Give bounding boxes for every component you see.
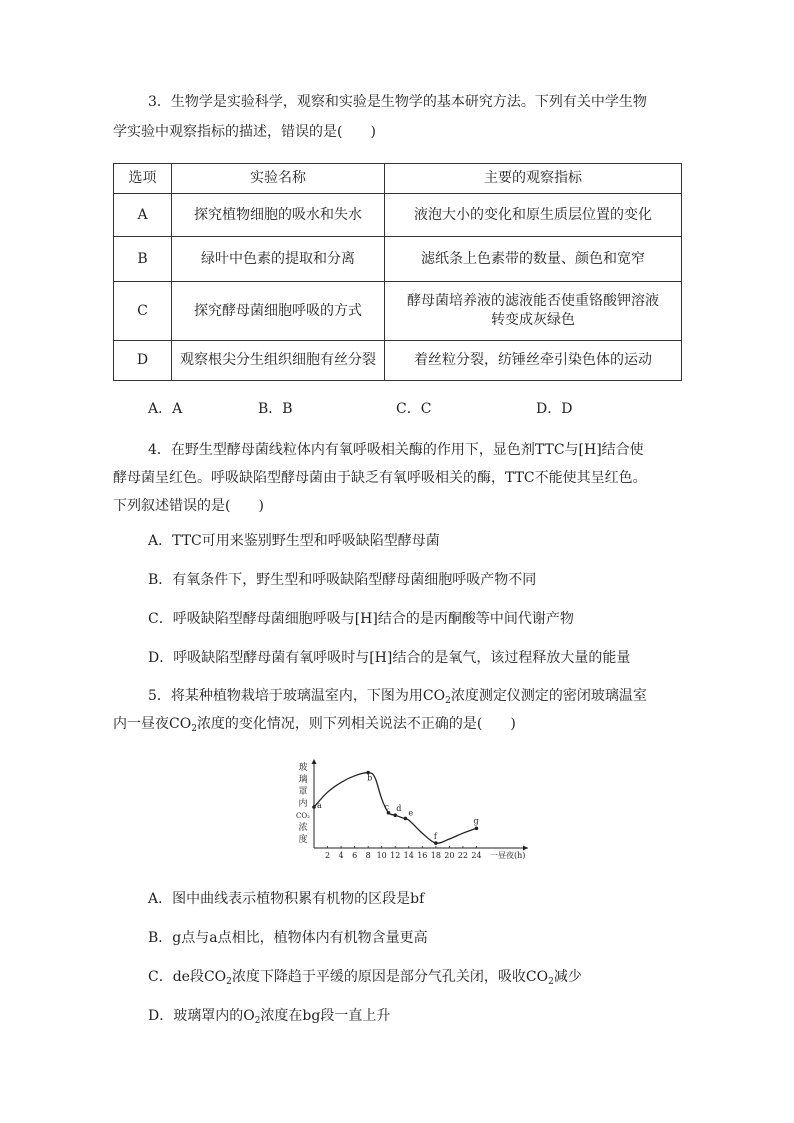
q5-option-c-part3: 减少 <box>553 969 582 985</box>
table-cell-indicator <box>385 194 682 237</box>
x-tick-label: 22 <box>457 851 469 860</box>
q5-option-c[interactable] <box>148 967 582 987</box>
q5-stem-line1 <box>148 686 647 706</box>
point-label-d: d <box>396 804 402 814</box>
point-label-e: e <box>408 808 414 818</box>
q3-option-c[interactable]: C．C <box>396 401 432 417</box>
q5-stem-line2 <box>113 714 516 734</box>
x-tick-label: 8 <box>365 851 371 860</box>
o2-subscript: 2 <box>254 1016 261 1026</box>
x-tick-label: 2 <box>324 851 331 860</box>
table-cell-experiment: 探究酵母菌细胞呼吸的方式 <box>172 282 385 341</box>
q4-stem-line3: 下列叙述错误的是( ) <box>113 498 264 514</box>
x-tick-label: 10 <box>376 851 387 860</box>
table-row <box>114 341 682 381</box>
point-g <box>475 827 479 831</box>
x-tick-label: 16 <box>417 851 428 860</box>
y-axis-label-char: 浓 <box>298 823 308 833</box>
table-header-experiment: 实验名称 <box>172 164 385 194</box>
x-tick-label: 6 <box>352 851 358 860</box>
x-axis-arrow <box>523 846 528 851</box>
point-label-a: a <box>317 801 322 810</box>
curve-points <box>312 771 478 845</box>
table-cell-indicator <box>385 237 682 282</box>
q5-option-c-part1: C．de段CO <box>148 969 227 985</box>
x-tick-label: 20 <box>444 851 455 860</box>
table-row <box>114 237 682 282</box>
indicator-text: 滤纸条上色素带的数量、颜色和宽窄 <box>421 250 645 267</box>
q5-option-a[interactable]: A．图中曲线表示植物积累有机物的区段是bf <box>148 891 425 907</box>
indicator-text: 着丝粒分裂，纺锤丝牵引染色体的运动 <box>414 352 652 368</box>
x-tick-label: 18 <box>430 851 441 860</box>
q5-stem-line2-b: 浓度的变化情况，则下列相关说法不正确的是( ) <box>196 716 516 732</box>
co2-subscript: 2 <box>548 977 554 987</box>
q5-stem-line2-a: 内一昼夜CO <box>113 716 192 732</box>
y-axis-label-char: 度 <box>298 835 308 845</box>
q5-option-d[interactable] <box>148 1006 390 1026</box>
indicator-text: 液泡大小的变化和原生质层位置的变化 <box>414 206 652 223</box>
y-axis-label <box>296 761 310 845</box>
q3-option-a[interactable]: A．A <box>148 401 183 417</box>
x-tick-label: 12 <box>390 851 401 860</box>
q4-option-d[interactable]: D．呼吸缺陷型酵母菌有氧呼吸时与[H]结合的是氧气，该过程释放大量的能量 <box>148 650 631 666</box>
x-tick-label: 14 <box>403 851 414 860</box>
point-label-g: g <box>473 816 479 826</box>
point-label-b: b <box>367 773 373 783</box>
table-cell-indicator <box>385 341 682 381</box>
q4-stem-line1: 4．在野生型酵母菌线粒体内有氧呼吸相关酶的作用下，显色剂TTC与[H]结合使 <box>148 442 644 458</box>
table-cell-option: C <box>114 282 172 341</box>
point-label-f: f <box>433 832 437 842</box>
point-label-c: c <box>384 802 389 812</box>
point-d <box>393 813 397 817</box>
indicator-text: 酵母菌培养液的滤液能否使重铬酸钾溶液 <box>407 293 659 309</box>
table-header-option: 选项 <box>114 164 172 194</box>
q4-option-b[interactable]: B．有氧条件下，野生型和呼吸缺陷型酵母菌细胞呼吸产物不同 <box>148 572 537 588</box>
y-axis-label-char: 玻 <box>298 763 308 773</box>
q5-option-b[interactable]: B．g点与a点相比，植物体内有机物含量更高 <box>148 930 428 946</box>
q4-stem-line2: 酵母菌呈红色。呼吸缺陷型酵母菌由于缺乏有氧呼吸相关的酶，TTC不能使其呈红色。 <box>113 470 647 486</box>
q4-option-a[interactable]: A．TTC可用来鉴别野生型和呼吸缺陷型酵母菌 <box>148 533 440 549</box>
q5-stem-line1-a: 5．将某种植物栽培于玻璃温室内，下图为用CO <box>148 688 446 704</box>
q3-stem-line1: 3．生物学是实验科学，观察和实验是生物学的基本研究方法。下列有关中学生物 <box>148 94 647 110</box>
y-axis-label-char: 璃 <box>298 775 308 785</box>
y-axis-label-char: CO₂ <box>296 812 310 820</box>
co2-subscript: 2 <box>191 724 197 734</box>
co2-subscript: 2 <box>445 696 451 706</box>
y-axis-arrow <box>312 759 317 764</box>
indicator-text-line2: 转变成灰绿色 <box>491 312 575 328</box>
table-cell-experiment: 绿叶中色素的提取和分离 <box>172 237 385 282</box>
y-axis-label-char: 罩 <box>298 787 308 797</box>
q3-options <box>148 398 668 418</box>
q5-option-c-part2: 浓度下降趋于平缓的原因是部分气孔关闭，吸收CO <box>231 969 549 985</box>
q5-stem-line1-b: 浓度测定仪测定的密闭玻璃温室 <box>450 688 647 704</box>
table-header-indicator: 主要的观察指标 <box>385 164 682 194</box>
point-a <box>312 805 316 809</box>
experiment-table <box>113 163 682 381</box>
q5-option-d-part2: 浓度在bg段一直上升 <box>260 1008 391 1024</box>
table-row <box>114 194 682 237</box>
table-row <box>114 282 682 341</box>
point-f <box>434 841 438 845</box>
x-tick-label: 4 <box>338 851 344 860</box>
x-tick-label: 24 <box>471 851 482 860</box>
q3-stem-line2: 学实验中观察指标的描述，错误的是( ) <box>113 124 376 140</box>
q3-option-d[interactable]: D．D <box>536 401 573 417</box>
q3-option-b[interactable]: B．B <box>258 401 293 417</box>
table-cell-option: D <box>114 341 172 381</box>
q5-option-d-part1: D．玻璃罩内的O <box>148 1008 255 1024</box>
table-cell-experiment: 观察根尖分生组织细胞有丝分裂 <box>172 341 385 381</box>
q4-option-c[interactable]: C．呼吸缺陷型酵母菌细胞呼吸与[H]结合的是丙酮酸等中间代谢产物 <box>148 611 574 627</box>
table-cell-option: A <box>114 194 172 237</box>
co2-concentration-chart <box>290 758 540 866</box>
table-cell-option: B <box>114 237 172 282</box>
x-axis-label: 一昼夜(h) <box>490 851 526 860</box>
point-e <box>404 817 408 821</box>
table-cell-experiment: 探究植物细胞的吸水和失水 <box>172 194 385 237</box>
y-axis-label-char: 内 <box>298 799 308 809</box>
co2-subscript: 2 <box>226 977 232 987</box>
table-cell-indicator <box>385 282 682 341</box>
